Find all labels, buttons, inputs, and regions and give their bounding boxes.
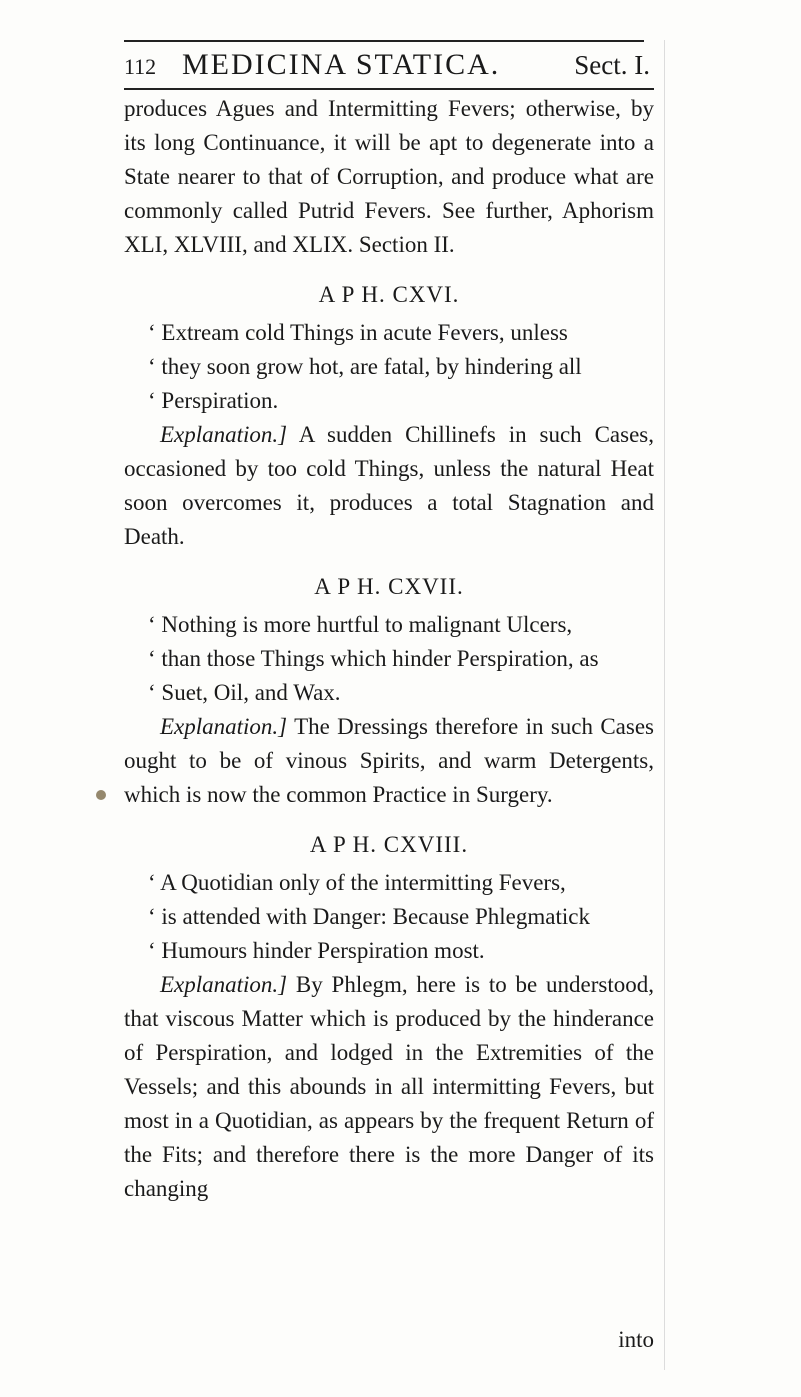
running-title: MEDICINA STATICA. [182,48,501,81]
quote-line: ‘ is attended with Danger: Because Phlegmatick [148,904,590,929]
aphorism-quote [124,866,654,968]
aphorism-quote [124,608,654,710]
quote-line: ‘ than those Things which hinder Perspiration, as [148,646,599,671]
explanation-paragraph [124,418,654,554]
explanation-label: Explanation.] [160,714,288,739]
intro-paragraph: produces Agues and Intermitting Fevers; otherwise, by its long Continuance, it will be apt to degenerate into a State nearer to that of Corruption, and produce what are commonly called Putrid Fevers. See further, Aphorism XLI, XLVIII, and XLIX. Section II. [124,96,654,257]
page-body [124,92,654,1206]
aphorism-116 [124,278,654,554]
header-rule [124,88,654,90]
aphorism-quote [124,316,654,418]
quote-line: ‘ Humours hinder Perspiration most. [148,938,485,963]
quote-line: ‘ Nothing is more hurtful to malignant Ulcers, [148,612,573,637]
quote-line: ‘ Extream cold Things in acute Fevers, unless [148,320,568,345]
margin-ornament-icon [96,790,106,800]
quote-line: ‘ A Quotidian only of the intermitting Fevers, [148,870,566,895]
explanation-label: Explanation.] [160,972,288,997]
aphorism-heading: A P H. CXVII. [314,574,464,599]
running-head [124,48,654,82]
section-label: Sect. I. [574,50,650,80]
quote-line: ‘ Suet, Oil, and Wax. [148,680,341,705]
explanation-paragraph [124,710,654,812]
page-number: 112 [124,54,157,79]
explanation-text: A sudden Chillinefs in such Cases, occasioned by too cold Things, unless the natural Heat soon overcomes it, produces a total Stagnation and Death. [124,422,654,549]
margin-line [664,40,665,1370]
top-rule [124,40,644,42]
catchword: into [618,1327,654,1352]
explanation-label: Explanation.] [160,422,288,447]
aphorism-117 [124,570,654,812]
quote-line: ‘ they soon grow hot, are fatal, by hindering all [148,354,582,379]
aphorism-118 [124,828,654,1206]
quote-line: ‘ Perspiration. [148,388,279,413]
explanation-paragraph [124,968,654,1206]
explanation-text: The Dressings therefore in such Cases ought to be of vinous Spirits, and warm Detergents, which is now the common Practice in Surgery. [124,714,654,807]
explanation-text: By Phlegm, here is to be understood, that viscous Matter which is produced by the hinderance of Perspiration, and lodged in the Extremities of the Vessels; and this abounds in all intermitting Fevers, but most in a Quotidian, as appears by the frequent Return of the Fits; and therefore there is the more Danger of its changing [124,972,654,1201]
aphorism-heading: A P H. CXVI. [318,282,460,307]
aphorism-heading: A P H. CXVIII. [309,832,469,857]
